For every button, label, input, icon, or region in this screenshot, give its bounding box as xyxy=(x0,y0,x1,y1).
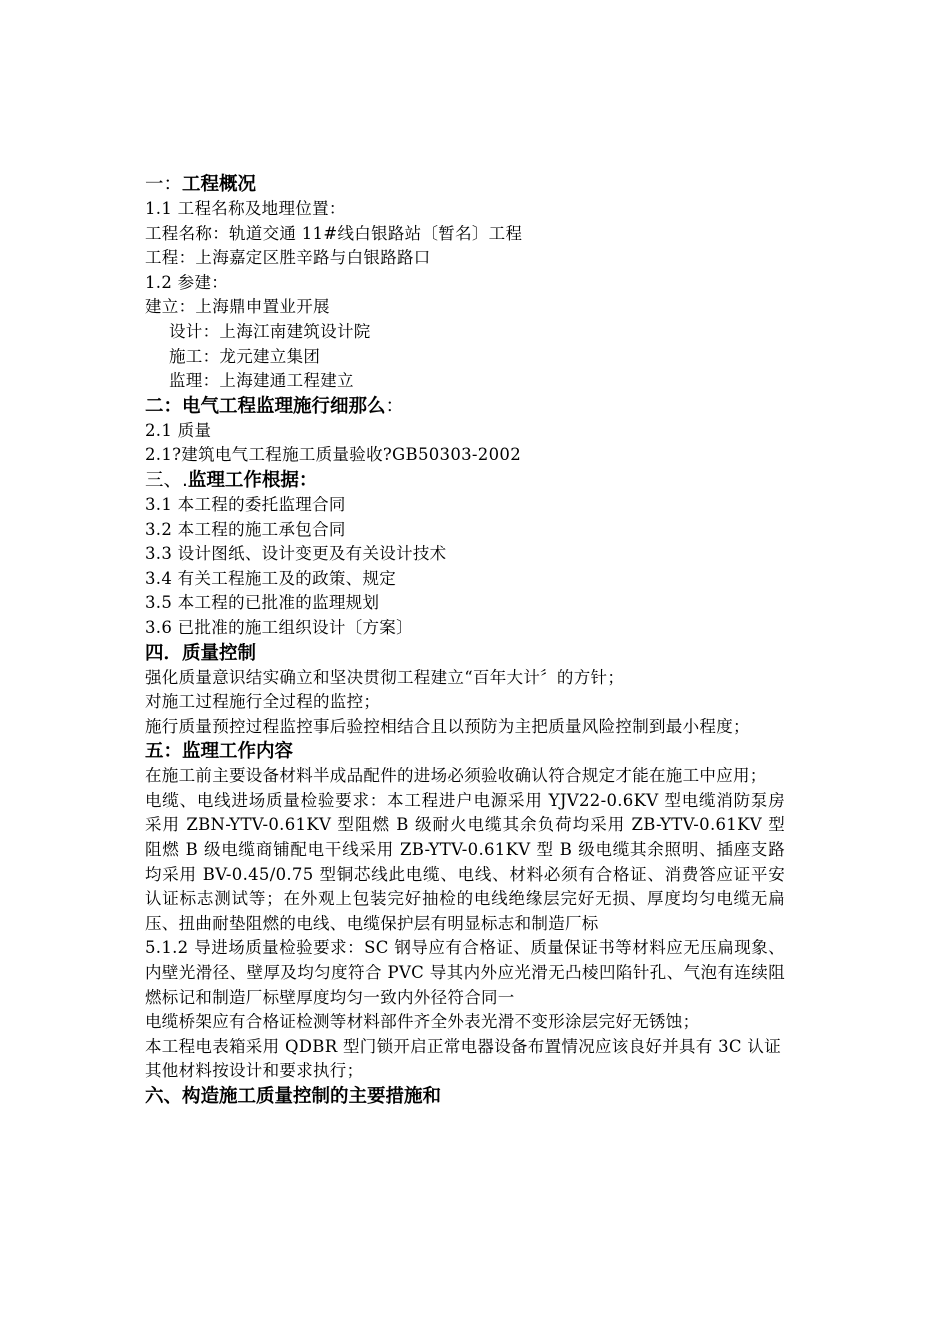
section-3-heading xyxy=(145,468,785,493)
project-location: 工程：上海嘉定区胜辛路与白银路路口 xyxy=(145,248,431,268)
meter-box-paragraph: 本工程电表箱采用 QDBR 型门锁开启正常电器设备布置情况应该良好并具有 3C 认证 xyxy=(145,1036,782,1056)
basis-item: 3.4 有关工程施工及的政策、规定 xyxy=(145,568,397,588)
quality-standard: 2.1?建筑电气工程施工质量验收?GB50303-2002 xyxy=(145,445,521,465)
participant-designer: 设计：上海江南建筑设计院 xyxy=(169,321,371,341)
quality-control-paragraph: 施行质量预控过程监控事后验控相结合且以预防为主把质量风险控制到最小程度； xyxy=(145,716,750,736)
basis-item: 3.6 已批准的施工组织设计〔方案〕 xyxy=(145,617,413,637)
section-6-heading: 六、构造施工质量控制的主要措施和 xyxy=(145,1086,442,1107)
other-materials-item: 其他材料按设计和要求执行； xyxy=(145,1061,364,1081)
work-content-paragraph: 在施工前主要设备材料半成品配件的进场必须验收确认符合规定才能在施工中应用； xyxy=(145,766,767,786)
participants-heading: 1.2 参建： xyxy=(145,272,229,292)
quality-control-item: 强化质量意识结实确立和坚决贯彻工程建立“百年大计〞的方针； xyxy=(145,667,625,687)
basis-item: 3.2 本工程的施工承包合同 xyxy=(145,519,346,539)
basis-item: 3.1 本工程的委托监理合同 xyxy=(145,494,346,514)
basis-item: 3.5 本工程的已批准的监理规划 xyxy=(145,593,380,613)
section-4-heading: 四．质量控制 xyxy=(145,642,257,664)
participant-contractor: 施工：龙元建立集团 xyxy=(169,346,321,366)
project-name-location: 1.1 工程名称及地理位置： xyxy=(145,199,346,218)
section-2-heading xyxy=(145,394,785,419)
quality-item: 2.1 质量 xyxy=(145,420,212,440)
participant-developer: 建立：上海鼎申置业开展 xyxy=(145,297,330,317)
section-2-title: 二：电气工程监理施行细那么 xyxy=(145,395,386,417)
document-body xyxy=(145,172,785,1109)
section-5-heading: 五：监理工作内容 xyxy=(145,741,294,763)
section-3-title: 监理工作根据： xyxy=(187,469,318,491)
section-3-prefix: 三、. xyxy=(145,469,188,491)
conduit-inspection-paragraph: 5.1.2 导进场质量检验要求：SC 钢导应有合格证、质量保证书等材料应无压扁现象、内壁光滑径、壁厚及均匀度符合 PVC 导其内外应光滑无凸棱凹陷针孔、气泡有连续阻燃标记和制造厂标壁厚度均匀一致内外径符合同一 xyxy=(145,938,785,1007)
section-1-heading xyxy=(145,172,785,197)
section-1-title: 工程概况 xyxy=(182,174,257,195)
cable-tray-item: 电缆桥架应有合格证检测等材料部件齐全外表光滑不变形涂层完好无锈蚀； xyxy=(145,1012,700,1032)
basis-item: 3.3 设计图纸、设计变更及有关设计技术 xyxy=(145,544,447,564)
participant-supervisor: 监理：上海建通工程建立 xyxy=(169,371,354,391)
project-name: 工程名称：轨道交通 11#线白银路站〔暂名〕工程 xyxy=(145,223,523,243)
section-2-suffix: ： xyxy=(385,395,405,417)
quality-control-item: 对施工过程施行全过程的监控； xyxy=(145,692,381,712)
cable-inspection-paragraph: 电缆、电线进场质量检验要求：本工程进户电源采用 YJV22-0.6KV 型电缆消防泵房采用 ZBN-YTV-0.61KV 型阻燃 B 级耐火电缆其余负荷均采用 ZB-YTV-0.61KV 型阻燃 B 级电缆商铺配电干线采用 ZB-YTV-0.61KV 型 B 级电缆其余照明、插座支路均采用 BV-0.45/0.75 型铜芯线此电缆、电线、材料必须有合格证、消费答应证平安认证标志测试等；在外观上包装完好抽检的电线绝缘层完好无损、厚度均匀电缆无扁压、扭曲耐垫阻燃的电线、电缆保护层有明显标志和制造厂标 xyxy=(145,790,785,933)
section-1-prefix: 一： xyxy=(145,174,183,195)
